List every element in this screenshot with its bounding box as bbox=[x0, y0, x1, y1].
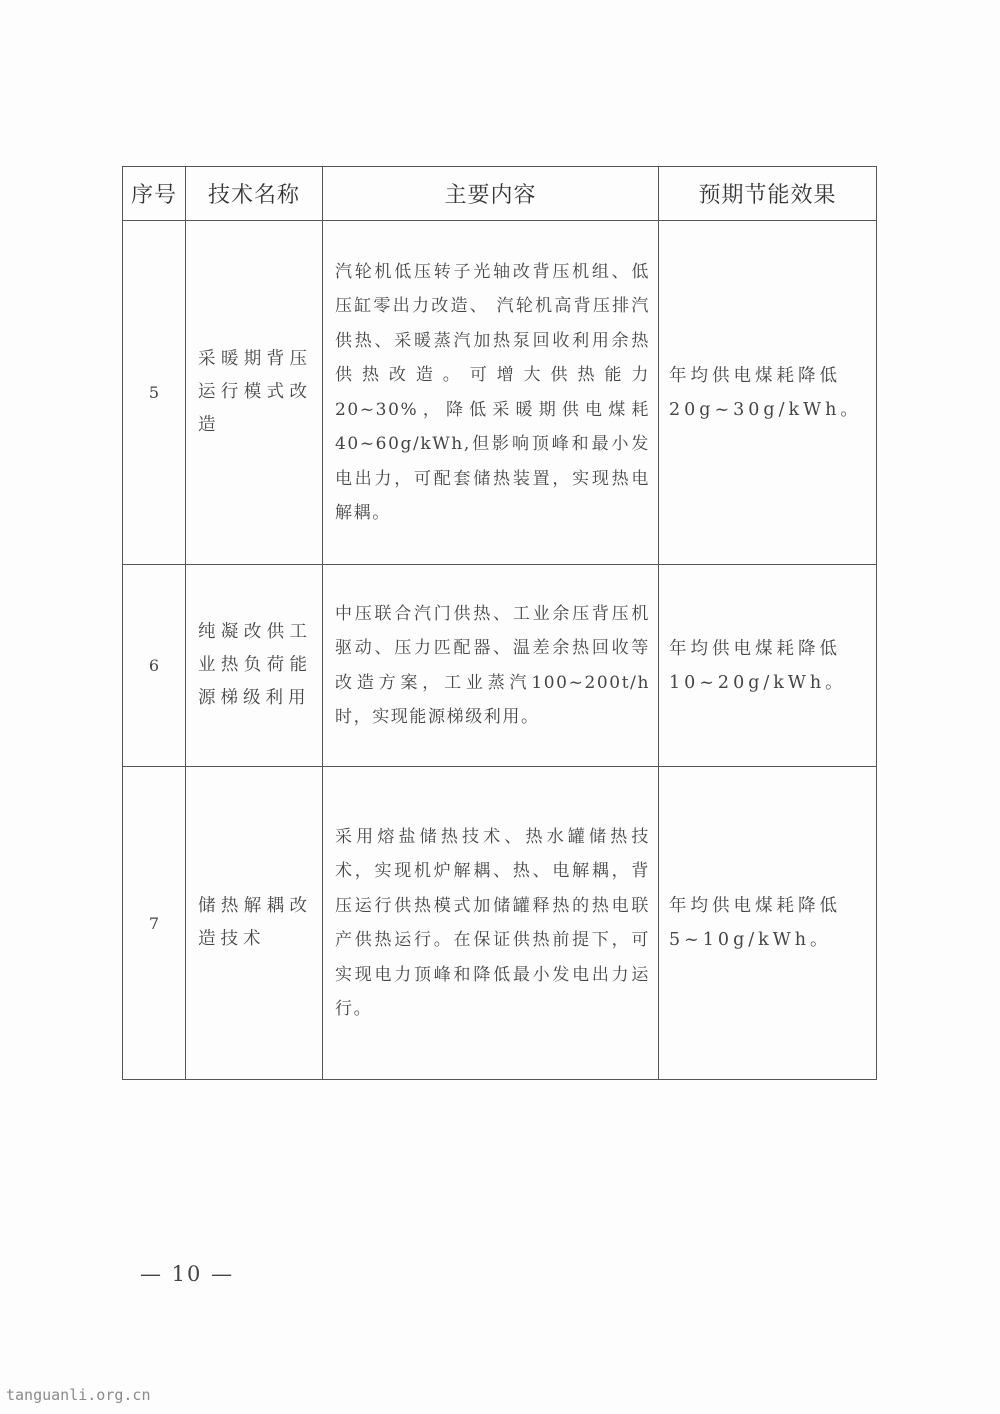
table-header-row bbox=[123, 167, 877, 221]
row-seq: 6 bbox=[123, 565, 186, 767]
page-number: — 10 — bbox=[140, 1262, 235, 1286]
row-effect: 年均供电煤耗降低20g~30g/kWh。 bbox=[659, 221, 877, 565]
header-name: 技术名称 bbox=[186, 167, 323, 221]
row-content: 中压联合汽门供热、工业余压背压机驱动、压力匹配器、温差余热回收等改造方案，工业蒸汽100~200t/h时，实现能源梯级利用。 bbox=[323, 565, 659, 767]
watermark-text: tanguanli.org.cn bbox=[6, 1386, 151, 1404]
table-row bbox=[123, 767, 877, 1080]
row-effect: 年均供电煤耗降低10~20g/kWh。 bbox=[659, 565, 877, 767]
row-content: 汽轮机低压转子光轴改背压机组、低压缸零出力改造、 汽轮机高背压排汽供热、采暖蒸汽加热泵回收利用余热供热改造。可增大供热能力20~30%，降低采暖期供电煤耗40~60g/kWh,但影响顶峰和最小发电出力，可配套储热装置，实现热电解耦。 bbox=[323, 221, 659, 565]
header-content: 主要内容 bbox=[323, 167, 659, 221]
row-content: 采用熔盐储热技术、热水罐储热技术，实现机炉解耦、热、电解耦，背压运行供热模式加储罐释热的热电联产供热运行。在保证供热前提下，可实现电力顶峰和降低最小发电出力运行。 bbox=[323, 767, 659, 1080]
row-tech-name: 采暖期背压运行模式改造 bbox=[186, 221, 323, 565]
row-seq: 7 bbox=[123, 767, 186, 1080]
row-tech-name: 储热解耦改造技术 bbox=[186, 767, 323, 1080]
technology-table bbox=[122, 166, 877, 1080]
row-effect: 年均供电煤耗降低5~10g/kWh。 bbox=[659, 767, 877, 1080]
header-seq: 序号 bbox=[123, 167, 186, 221]
row-seq: 5 bbox=[123, 221, 186, 565]
table-row bbox=[123, 565, 877, 767]
header-effect: 预期节能效果 bbox=[659, 167, 877, 221]
row-tech-name: 纯凝改供工业热负荷能源梯级利用 bbox=[186, 565, 323, 767]
table-row bbox=[123, 221, 877, 565]
